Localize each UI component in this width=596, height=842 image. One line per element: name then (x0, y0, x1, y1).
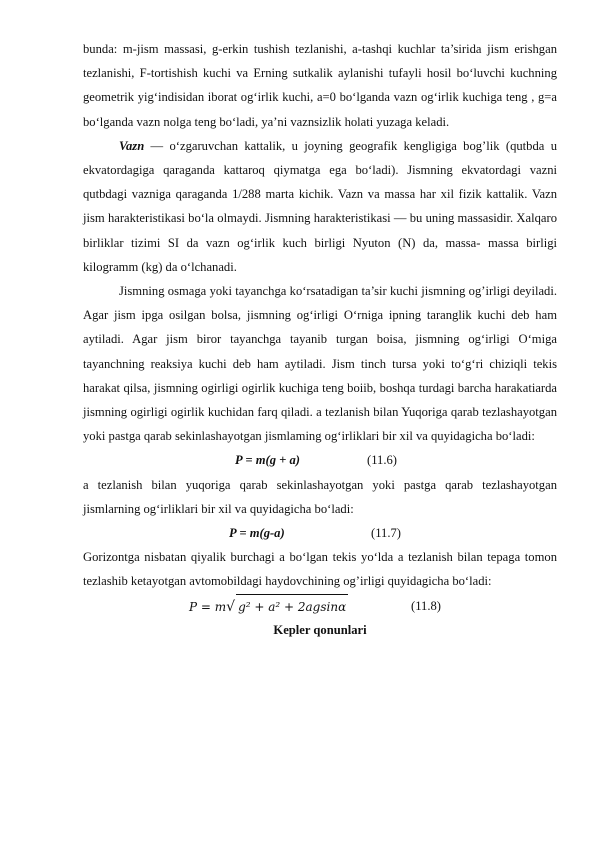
paragraph-vazn (83, 134, 557, 279)
formula-11-8-expression (189, 594, 348, 619)
paragraph-weight-definition: Jismning osmaga yoki tayanchga ko‘rsatadigan ta’sir kuchi jismning og’irligi deyiladi. Agar jism ipga osilgan bolsa, jismning og‘irligi O‘rniga ipning taranglik kuchi deb ham aytiladi. Agar jism biror tayanchga tayanib turgan boisa, jismning og‘irligi O‘miga tayanchning reaksiya kuchi deb ham aytiladi. Jism tinch tursa yoki to‘g‘ri chiziqli tekis harakat qilsa, jismning ogirligi ogirlik kuchiga teng boiib, boshqa turdagi barcha harakatiarda jismning ogirligi ogirlik kuchidan farq qiladi. a tezlanish bilan Yuqoriga qarab tezlashayotgan yoki pastga qarab sekinlashayotgan jismlaming og‘irliklari bir xil va quyidagicha bo‘ladi: (83, 284, 557, 444)
formula-11-7-expression: P = m(g-a) (229, 526, 285, 541)
formula-11-6 (83, 448, 557, 472)
paragraph-deceleration: a tezlanish bilan yuqoriga qarab sekinlashayotgan yoki pastga qarab tezlashayotgan jismlarning og‘irliklari bir xil va quyidagicha bo‘ladi: (83, 477, 557, 516)
document-page (83, 37, 557, 642)
formula-11-8 (83, 594, 557, 618)
formula-11-7 (83, 521, 557, 545)
formula-11-6-expression: P = m(g + a) (235, 453, 300, 468)
term-vazn: Vazn (119, 138, 145, 153)
paragraph-definitions: bunda: m-jism massasi, g-erkin tushish tezlanishi, a-tashqi kuchlar ta’sirida jism erishgan tezlanishi, F-tortishish kuchi va Erning sutkalik aylanishi tufayli hosil bo‘luvchi kuchning geometrik yig‘indisidan iborat og‘irlik kuchi, a=0 bo‘lganda vazn og‘irlik kuchiga teng , g=a bo‘lganda vazn nolga teng bo‘ladi, ya’ni vaznsizlik holati yuzaga keladi. (83, 42, 557, 129)
formula-11-8-number: (11.8) (411, 598, 441, 613)
formula-11-7-number: (11.7) (371, 526, 401, 541)
paragraph-incline: Gorizontga nisbatan qiyalik burchagi a bo‘lgan tekis yo‘lda a tezlanish bilan tepaga tomon tezlashib ketayotgan avtomobildagi haydovchining og’irligi quyidagicha bo‘ladi: (83, 550, 557, 589)
section-heading: Kepler qonunlari (273, 622, 367, 637)
formula-11-8-radicand: g² + a² + 2agsinα (236, 594, 348, 619)
formula-11-6-number: (11.6) (367, 453, 397, 468)
sqrt-sign-icon: √ (226, 598, 236, 615)
formula-11-8-lhs: P = m (189, 599, 227, 614)
paragraph-vazn-text: — o‘zgaruvchan kattalik, u joyning geografik kengligiga bog’lik (qutbda u ekvatordagiga qaraganda kattaroq qiymatga ega bo‘ladi). Jismning ekvatordagi vazni qutbdagi vazniga qaraganda 1/288 marta kichik. Vazn va massa har xil fizik kattalik. Vazn jism harakteristikasi bo‘la olmaydi. Jismning harakteristikasi — bu uning massasidir. Xalqaro birliklar tizimi SI da vazn og‘irlik kuch birligi Nyuton (N) da, massa- massa birligi kilogramm (kg) da o‘lchanadi. (83, 138, 557, 274)
